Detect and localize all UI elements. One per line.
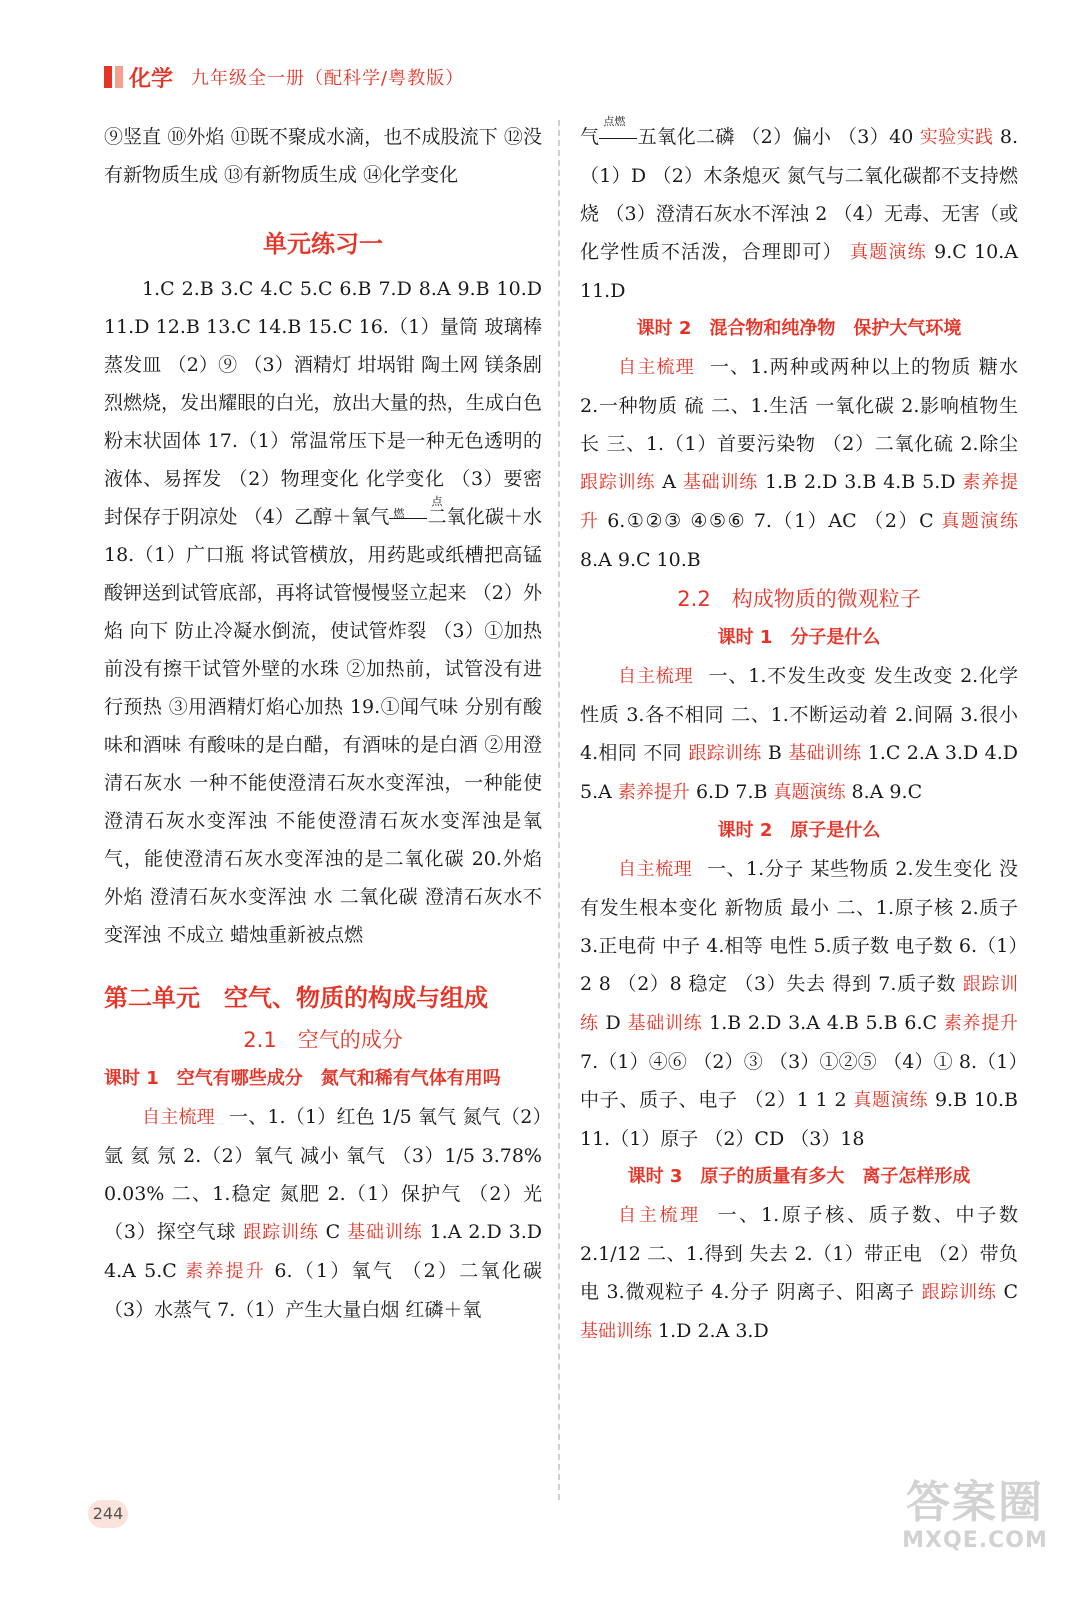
tag-literacy: 素养提升 <box>943 1013 1018 1034</box>
tag-literacy: 素养提升 <box>580 472 1019 532</box>
tag-self-study: 自主梳理 <box>618 1205 701 1226</box>
tag-tracking: 跟踪训练 <box>243 1222 319 1243</box>
section-title: 2.1 空气的成分 <box>243 1028 403 1052</box>
page-number: 244 <box>88 1500 128 1528</box>
answer-paragraph: 1.C 2.B 3.C 4.C 5.C 6.B 7.D 8.A 9.B 10.D 11.D 12.B 13.C 14.B 15.C 16.（1）量筒 玻璃棒 蒸发皿 （2）⑨ （3）酒精灯 坩埚钳 陶土网 镁条剧烈燃烧，发出耀眼的白光，放出大量的热，生成白色粉末状固体 17.（1）常温常压下是一种无色透明的液体、易挥发 （2）物理变化 化学变化 （3）要密封保存于阴凉处 （4）乙醇＋氧气 点燃 二氧化碳＋水 18.（1）广口瓶 将试管横放，用药匙或纸槽把高锰酸钾送到试管底部，再将试管慢慢竖立起来 （2）外焰 向下 防止冷凝水倒流，使试管炸裂 （3）①加热前没有擦干试管外壁的水珠 ②加热前，试管没有进行预热 ③用酒精灯焰心加热 19.①闻气味 分别有酸味和酒味 有酸味的是白醋，有酒味的是白酒 ②用澄清石灰水 一种不能使澄清石灰水变浑浊，一种能使澄清石灰水变浑浊 不能使澄清石灰水变浑浊是氧气，能使澄清石灰水变浑浊的是二氧化碳 20.外焰 外焰 澄清石灰水变浑浊 水 二氧化碳 澄清石灰水不变浑浊 不成立 蜡烛重新被点燃 <box>104 278 542 946</box>
tag-tracking: 跟踪训练 <box>580 472 656 493</box>
tag-basic: 基础训练 <box>580 1321 652 1342</box>
header-book-title: 九年级全一册（配科学/粤教版） <box>191 68 465 89</box>
header-subject: 化学 <box>129 66 174 92</box>
tag-real-exam: 真题演练 <box>773 782 846 803</box>
lesson-title: 课时 2 原子是什么 <box>717 820 881 841</box>
tag-real-exam: 真题演练 <box>853 1090 929 1111</box>
answer-paragraph: 自主梳理 一、1.分子 某些物质 2.发生变化 没有发生根本变化 新物质 最小 二、1.原子核 2.质子 3.正电荷 中子 4.相等 电性 5.质子数 电子数 6.（1）2 8 （2）8 稳定 （3）失去 得到 7.质子数 跟踪训练 D 基础训练 1.B 2.D 3.A 4.B 5.B 6.C 素养提升 7.（1）④⑥ （2）③ （3）①②⑤ （4）① 8.（1）中子、质子、电子 （2）1 1 2 真题演练 9.B 10.B 11.（1）原子 （2）CD （3）18 <box>580 858 1018 1150</box>
lesson-title: 课时 2 混合物和纯净物 保护大气环境 <box>636 318 962 339</box>
chapter-title: 第二单元 空气、物质的构成与组成 <box>104 984 488 1012</box>
tag-tracking: 跟踪训练 <box>921 1282 997 1303</box>
lesson-title: 课时 1 分子是什么 <box>717 627 881 648</box>
tag-self-study: 自主梳理 <box>618 666 694 687</box>
tag-real-exam: 真题演练 <box>850 242 927 263</box>
answer-paragraph: 自主梳理 一、1.不发生改变 发生改变 2.化学性质 3.各不相同 二、1.不断运动着 2.间隔 3.很小 4.相同 不同 跟踪训练 B 基础训练 1.C 2.A 3.D 4.D 5.A 素养提升 6.D 7.B 真题演练 8.A 9.C <box>580 665 1019 803</box>
tag-basic: 基础训练 <box>788 743 862 764</box>
answer-paragraph: ⑨竖直 ⑩外焰 ⑪既不聚成水滴，也不成股流下 ⑫没有新物质生成 ⑬有新物质生成 ⑭化学变化 <box>104 126 542 186</box>
reaction-arrow: 点燃 <box>389 508 427 528</box>
reaction-arrow: 点燃 <box>599 128 637 148</box>
tag-basic: 基础训练 <box>347 1222 423 1243</box>
tag-tracking: 跟踪训练 <box>580 974 1018 1034</box>
section-title: 2.2 构成物质的微观粒子 <box>677 587 921 611</box>
lesson-title: 课时 1 空气有哪些成分 氮气和稀有气体有用吗 <box>104 1068 501 1089</box>
answer-paragraph: 自主梳理 一、1.两种或两种以上的物质 糖水 2.一种物质 硫 二、1.生活 一氧化碳 2.影响植物生长 三、1.（1）首要污染物 （2）二氧化硫 2.除尘 跟踪训练 A 基础训练 1.B 2.D 3.B 4.B 5.D 素养提升 6.①②③ ④⑤⑥ 7.（1）AC （2）C 真题演练 8.A 9.C 10.B <box>580 356 1019 571</box>
left-column <box>104 118 542 1329</box>
page-header <box>104 62 464 92</box>
watermark-logo: 答案圈 MXQE.COM <box>902 1477 1048 1553</box>
column-divider <box>558 120 560 1500</box>
header-accent-bar <box>104 66 112 88</box>
right-column <box>580 115 1019 1351</box>
tag-literacy: 素养提升 <box>617 782 690 803</box>
tag-basic: 基础训练 <box>682 472 759 493</box>
tag-real-exam: 真题演练 <box>941 511 1019 532</box>
answer-paragraph: 自主梳理 一、1.（1）红色 1/5 氧气 氮气（2）氩 氦 氖 2.（2）氧气 减小 氧气 （3）1/5 3.78% 0.03% 二、1.稳定 氮肥 2.（1）保护气 （2）光 （3）探空气球 跟踪训练 C 基础训练 1.A 2.D 3.D 4.A 5.C 素养提升 6.（1）氧气 （2）二氧化碳 （3）水蒸气 7.（1）产生大量白烟 红磷＋氧 <box>104 1106 542 1321</box>
lesson-title: 课时 3 原子的质量有多大 离子怎样形成 <box>627 1166 971 1187</box>
header-accent-bar-light <box>115 66 123 88</box>
tag-self-study: 自主梳理 <box>142 1107 215 1128</box>
tag-basic: 基础训练 <box>627 1013 703 1034</box>
tag-literacy: 素养提升 <box>185 1261 267 1282</box>
unit-title: 单元练习一 <box>263 230 383 258</box>
tag-tracking: 跟踪训练 <box>688 743 762 764</box>
answer-paragraph: 自主梳理 一、1.原子核、质子数、中子数 2.1/12 二、1.得到 失去 2.（1）带正电 （2）带负电 3.微观粒子 4.分子 阴离子、阳离子 跟踪训练 C 基础训练 1.D 2.A 3.D <box>580 1204 1019 1342</box>
tag-self-study: 自主梳理 <box>618 357 695 378</box>
answer-paragraph: 气 点燃 五氧化二磷 （2）偏小 （3）40 实验实践 8.（1）D （2）木条熄灭 氮气与二氧化碳都不支持燃烧 （3）澄清石灰水不浑浊 2 （4）无毒、无害（或化学性质不活泼，合理即可） 真题演练 9.C 10.A 11.D <box>580 115 1019 302</box>
tag-self-study: 自主梳理 <box>618 859 693 880</box>
tag-experiment: 实验实践 <box>919 127 994 148</box>
